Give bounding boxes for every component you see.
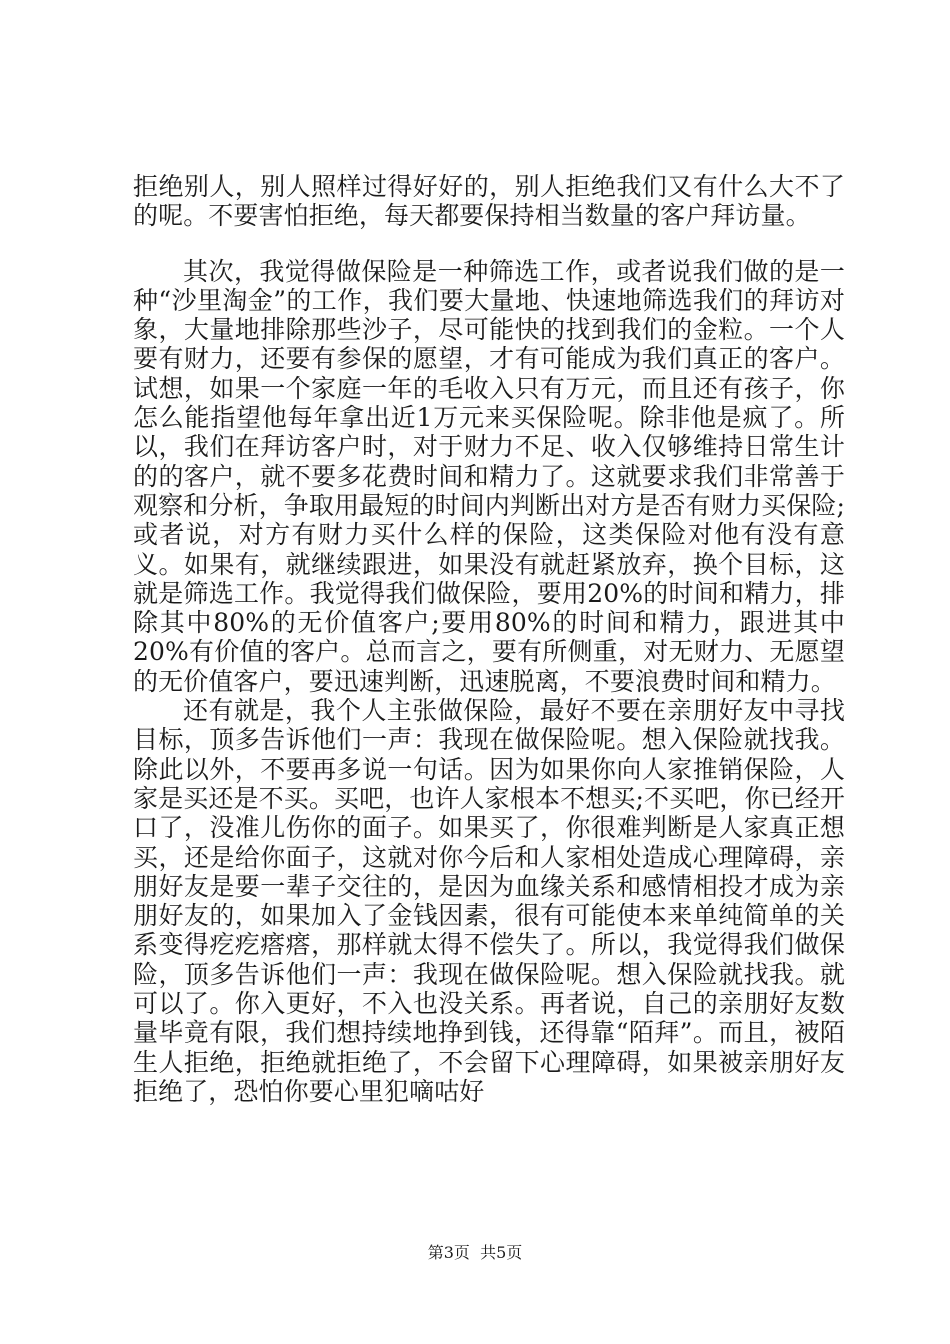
paragraph-gap <box>133 231 845 257</box>
document-body <box>133 172 845 1106</box>
page-footer <box>0 1243 950 1263</box>
paragraph-friends-family: 还有就是，我个人主张做保险，最好不要在亲朋好友中寻找目标，顶多告诉他们一声：我现在做保险呢。想入保险就找我。除此以外，不要再多说一句话。因为如果你向人家推销保险，人家是买还是不买。买吧，也许人家根本不想买;不买吧，你已经开口了，没准儿伤你的面子。如果买了，你很难判断是人家真正想买，还是给你面子，这就对你今后和人家相处造成心理障碍，亲朋好友是要一辈子交往的，是因为血缘关系和感情相投才成为亲朋好友的，如果加入了金钱因素，很有可能使本来单纯简单的关系变得疙疙瘩瘩，那样就太得不偿失了。所以，我觉得我们做保险，顶多告诉他们一声：我现在做保险呢。想入保险就找我。就可以了。你入更好，不入也没关系。再者说，自己的亲朋好友数量毕竟有限，我们想持续地挣到钱，还得靠“陌拜”。而且，被陌生人拒绝，拒绝就拒绝了，不会留下心理障碍，如果被亲朋好友拒绝了，恐怕你要心里犯嘀咕好 <box>133 696 845 1106</box>
paragraph-continuation: 拒绝别人，别人照样过得好好的，别人拒绝我们又有什么大不了的呢。不要害怕拒绝，每天都要保持相当数量的客户拜访量。 <box>133 172 845 231</box>
page-total: 共5页 <box>480 1243 523 1262</box>
page-number: 第3页 <box>427 1243 470 1262</box>
footer-spacer <box>470 1243 480 1262</box>
paragraph-screening: 其次，我觉得做保险是一种筛选工作，或者说我们做的是一种“沙里淘金”的工作，我们要大量地、快速地筛选我们的拜访对象，大量地排除那些沙子，尽可能快的找到我们的金粒。一个人要有财力，还要有参保的愿望，才有可能成为我们真正的客户。试想，如果一个家庭一年的毛收入只有万元，而且还有孩子，你怎么能指望他每年拿出近1万元来买保险呢。除非他是疯了。所以，我们在拜访客户时，对于财力不足、收入仅够维持日常生计的的客户，就不要多花费时间和精力了。这就要求我们非常善于观察和分析，争取用最短的时间内判断出对方是否有财力买保险;或者说，对方有财力买什么样的保险，这类保险对他有没有意义。如果有，就继续跟进，如果没有就赶紧放弃，换个目标，这就是筛选工作。我觉得我们做保险，要用20%的时间和精力，排除其中80%的无价值客户;要用80%的时间和精力，跟进其中20%有价值的客户。总而言之，要有所侧重，对无财力、无愿望的无价值客户，要迅速判断，迅速脱离，不要浪费时间和精力。 <box>133 256 845 696</box>
